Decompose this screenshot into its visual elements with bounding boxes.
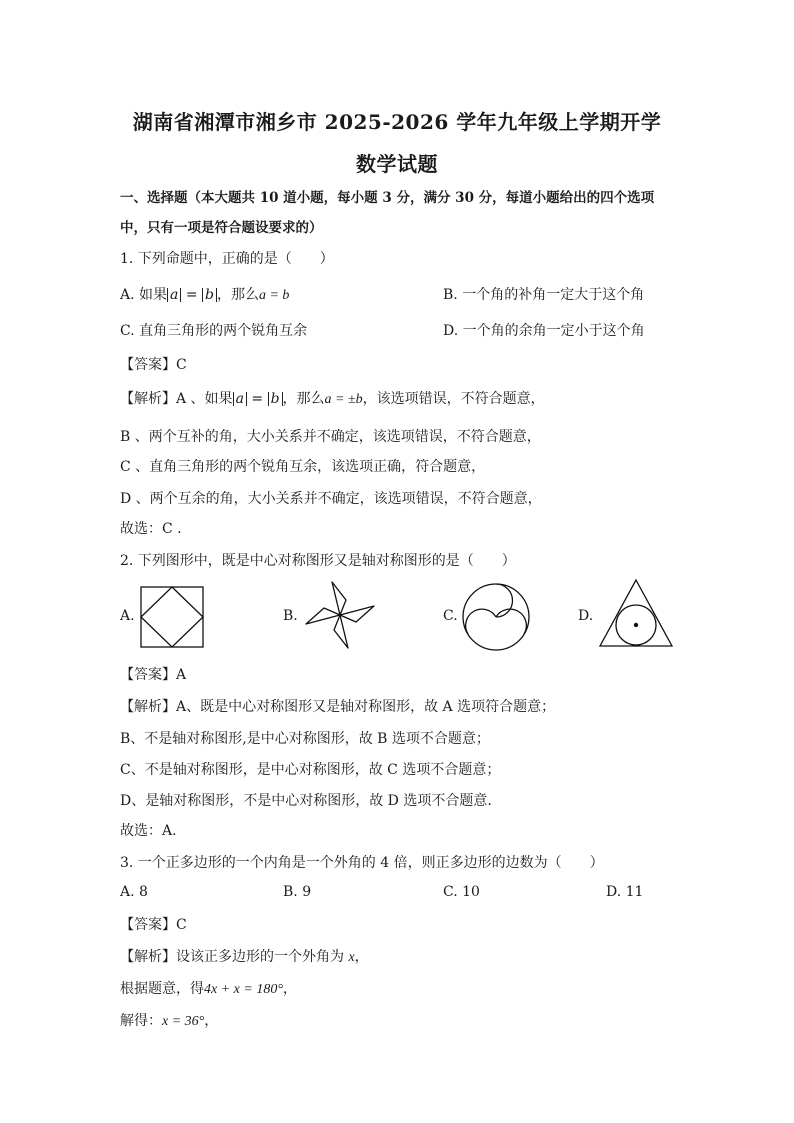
- q2-figure-b-pinwheel: [302, 578, 378, 652]
- q2-answer: 【答案】A: [120, 667, 187, 683]
- q2-figure-c-triskelion-circle: [460, 582, 532, 652]
- q1-analysis-prefix: 【解析】A 、如果: [120, 391, 233, 407]
- q1-option-a-math: a = b: [258, 288, 290, 303]
- section-header-line2: 中，只有一项是符合题设要求的）: [120, 220, 323, 236]
- q3-option-c: C. 10: [443, 884, 480, 900]
- q2-label-b: B.: [283, 608, 298, 624]
- q2-analysis-c: C、不是轴对称图形，是中心对称图形，故 C 选项不合题意；: [120, 762, 501, 778]
- q1-option-d: D. 一个角的余角一定小于这个角: [443, 323, 645, 339]
- q1-option-b: B. 一个角的补角一定大于这个角: [443, 287, 645, 303]
- q2-analysis-d: D、是轴对称图形，不是中心对称图形，故 D 选项不合题意.: [120, 793, 492, 809]
- q1-option-c: C. 直角三角形的两个锐角互余: [120, 323, 308, 339]
- q3-option-b: B. 9: [283, 884, 312, 900]
- q1-option-a: [120, 284, 289, 304]
- q1-option-a-prefix: A. 如果: [120, 287, 168, 303]
- q3-line2-math: 4x + x = 180°: [204, 982, 283, 997]
- q1-analysis-suffix: ，该选项错误，不符合题意，: [362, 391, 545, 407]
- q1-analysis-abs-a: a: [233, 392, 247, 406]
- q1-analysis-eq: =: [246, 391, 268, 407]
- doc-title-line1: 湖南省湘潭市湘乡市 2025-2026 学年九年级上学期开学: [132, 110, 662, 134]
- q2-stem: 2. 下列图形中，既是中心对称图形又是轴对称图形的是（ ）: [120, 553, 516, 569]
- q1-line-d: D 、两个互余的角，大小关系并不确定，该选项错误，不符合题意，: [120, 491, 542, 507]
- q1-abs-b: b: [202, 288, 217, 302]
- q3-line2-prefix: 根据题意，得: [120, 981, 204, 997]
- q1-line-b: B 、两个互补的角，大小关系并不确定，该选项错误，不符合题意，: [120, 429, 541, 445]
- q3-analysis-prefix: 【解析】设该正多边形的一个外角为: [120, 949, 349, 965]
- q3-option-a: A. 8: [120, 884, 148, 900]
- q3-line3-math: x = 36°: [162, 1014, 205, 1029]
- q2-label-c: C.: [443, 608, 458, 624]
- q3-analysis: [120, 946, 369, 966]
- q2-label-d: D.: [578, 608, 594, 624]
- q2-figure-d-triangle-incircle: [598, 578, 674, 650]
- q3-line3: [120, 1010, 218, 1030]
- q1-analysis: [120, 388, 545, 408]
- q1-answer: 【答案】C: [120, 357, 187, 373]
- q1-line-c: C 、直角三角形的两个锐角互余，该选项正确，符合题意，: [120, 459, 486, 475]
- q2-analysis-a: 【解析】A、既是中心对称图形又是轴对称图形，故 A 选项符合题意；: [120, 699, 556, 715]
- q1-conclusion: 故选：C .: [120, 521, 182, 537]
- q3-line2: [120, 978, 297, 998]
- q3-stem: 3. 一个正多边形的一个内角是一个外角的 4 倍，则正多边形的边数为（ ）: [120, 855, 604, 871]
- doc-title-line2: 数学试题: [356, 152, 438, 176]
- q3-option-d: D. 11: [606, 884, 644, 900]
- q2-conclusion: 故选：A.: [120, 823, 177, 839]
- q1-option-a-eq: =: [181, 287, 203, 303]
- q3-line2-suffix: ，: [282, 981, 297, 997]
- q1-option-a-suffix: ，那么: [216, 287, 259, 303]
- section-header-line1: 一、选择题（本大题共 10 道小题，每小题 3 分，满分 30 分，每道小题给出的四个选项: [120, 190, 655, 206]
- q3-line3-prefix: 解得：: [120, 1013, 162, 1029]
- q3-analysis-var: x: [348, 950, 355, 965]
- q1-stem: 1. 下列命题中，正确的是（ ）: [120, 251, 334, 267]
- q1-analysis-math: a = ±b: [324, 392, 363, 407]
- q2-figure-a-square-diamond: [140, 586, 204, 648]
- q2-analysis-b: B、不是轴对称图形,是中心对称图形，故 B 选项不合题意；: [120, 731, 490, 747]
- q2-label-a: A.: [120, 608, 135, 624]
- q3-analysis-suffix: ，: [354, 949, 369, 965]
- q3-line3-suffix: ，: [204, 1013, 219, 1029]
- q1-analysis-abs-b: b: [268, 392, 283, 406]
- q1-abs-a: a: [167, 288, 181, 302]
- q1-analysis-mid: ，那么: [282, 391, 325, 407]
- q3-answer: 【答案】C: [120, 917, 187, 933]
